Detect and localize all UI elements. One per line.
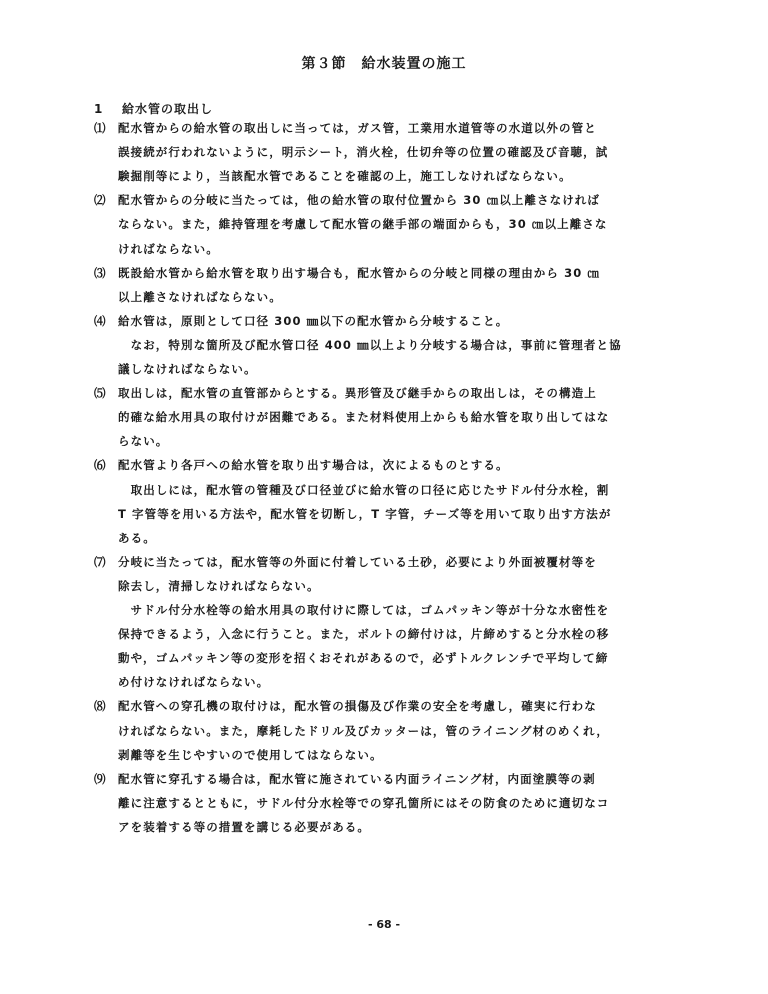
item-marker: ⑼ (94, 771, 107, 786)
line-text: 験掘削等により，当該配水管であることを確認の上，施工しなければならない。 (118, 169, 572, 184)
line-text: 議しなければならない。 (118, 362, 257, 376)
line-text: 除去し，清掃しなければならない。 (118, 578, 320, 593)
line-text: 以上離さなければならない。 (118, 289, 282, 304)
text-line (118, 650, 608, 666)
line-text: らない。 (118, 434, 169, 449)
line-text: 配水管への穿孔機の取付けは，配水管の損傷及び作業の安全を考慮し，確実に行わな (118, 699, 597, 714)
text-line (118, 747, 383, 763)
text-line (118, 241, 219, 257)
line-text: 的確な給水用具の取付けが困難である。また材料使用上からも給水管を取り出してはな (118, 410, 610, 425)
page-title: 第３節 給水装置の施工 (301, 56, 467, 72)
section-heading-text: 給水管の取出し (122, 102, 214, 116)
section-number: 1 (94, 102, 104, 116)
text-line (118, 168, 572, 184)
line-text: 動や，ゴムパッキン等の変形を招くおそれがあるので，必ずトルクレンチで平均して締 (118, 651, 609, 666)
text-line (118, 289, 282, 305)
line-text: ならない。また，維持管理を考慮して配水管の継手部の端面からも，30 ㎝以上離さな (118, 217, 608, 232)
text-line (118, 530, 156, 546)
text-line (118, 361, 257, 377)
text-line (118, 409, 609, 425)
section-heading (94, 100, 213, 117)
page-number: - 68 - (367, 918, 401, 931)
line-text: T 字管等を用いる方法や，配水管を切断し，T 字管，チーズ等を用いて取り出す方法が (118, 506, 612, 521)
text-line (118, 626, 609, 642)
line-text: 配水管からの給水管の取出しに当っては，ガス管，工業用水道管等の水道以外の管と (118, 121, 597, 135)
item-marker: ⑶ (94, 265, 107, 280)
line-text: 誤接続が行われないように，明示シート，消火栓，仕切弁等の位置の確認及び音聴，試 (118, 145, 609, 160)
text-line (94, 120, 597, 136)
item-marker: ⑹ (94, 458, 107, 473)
text-line (118, 674, 269, 690)
text-line (94, 554, 597, 570)
line-text: 給水管は，原則として口径 300 ㎜以下の配水管から分岐すること。 (118, 313, 509, 328)
line-text: め付けなければならない。 (118, 675, 270, 690)
text-line (118, 602, 609, 618)
line-text: 離に注意するとともに，サドル付分水栓等での穿孔箇所にはその防食のために適切なコ (118, 795, 610, 810)
text-line (94, 771, 596, 787)
line-text: なお，特別な箇所及び配水管口径 400 ㎜以上より分岐する場合は，事前に管理者と協 (118, 337, 622, 352)
text-line (118, 216, 608, 232)
item-marker: ⑻ (94, 699, 107, 714)
text-line (94, 192, 600, 208)
line-text: 分岐に当たっては，配水管等の外面に付着している土砂，必要により外面被覆材等を (118, 554, 597, 569)
line-text: ある。 (118, 530, 156, 545)
line-text: 配水管に穿孔する場合は，配水管に施されている内面ライニング材，内面塗膜等の剥 (118, 771, 596, 786)
line-text: 取出しには，配水管の管種及び口径並びに給水管の口径に応じたサドル付分水栓，割 (118, 482, 610, 497)
text-line (118, 337, 622, 353)
text-line (118, 723, 609, 739)
text-line (118, 482, 609, 498)
line-text: アを装着する等の措置を講じる必要がある。 (118, 819, 370, 834)
item-marker: ⑺ (94, 554, 107, 569)
text-line (94, 457, 509, 473)
text-line (94, 313, 508, 329)
item-marker: ⑵ (94, 193, 107, 208)
text-line (118, 506, 612, 522)
line-text: 取出しは，配水管の直管部からとする。異形管及び継手からの取出しは，その構造上 (118, 386, 597, 401)
line-text: ければならない。 (118, 241, 219, 256)
line-text: 配水管より各戸への給水管を取り出す場合は，次によるものとする。 (118, 458, 509, 473)
item-marker: ⑷ (94, 313, 107, 328)
line-text: 既設給水管から給水管を取り出す場合も，配水管からの分岐と同様の理由から 30 ㎝ (118, 265, 601, 280)
text-line (118, 795, 609, 811)
text-line (94, 698, 597, 714)
text-line (118, 144, 608, 160)
text-line (118, 578, 320, 594)
text-line (118, 433, 168, 449)
text-line (118, 819, 370, 835)
text-line (94, 265, 600, 281)
line-text: 配水管からの分岐に当たっては，他の給水管の取付位置から 30 ㎝以上離さなければ (118, 193, 601, 208)
item-marker: ⑸ (94, 386, 107, 401)
line-text: サドル付分水栓等の給水用具の取付けに際しては，ゴムパッキン等が十分な水密性を (118, 603, 610, 617)
line-text: 保持できるよう，入念に行うこと。また，ボルトの締付けは，片締めすると分水栓の移 (118, 627, 610, 642)
text-line (94, 385, 597, 401)
line-text: ければならない。また，摩耗したドリル及びカッターは，管のライニング材のめくれ， (118, 723, 609, 738)
item-marker: ⑴ (94, 121, 107, 135)
line-text: 剥離等を生じやすいので使用してはならない。 (118, 747, 383, 762)
